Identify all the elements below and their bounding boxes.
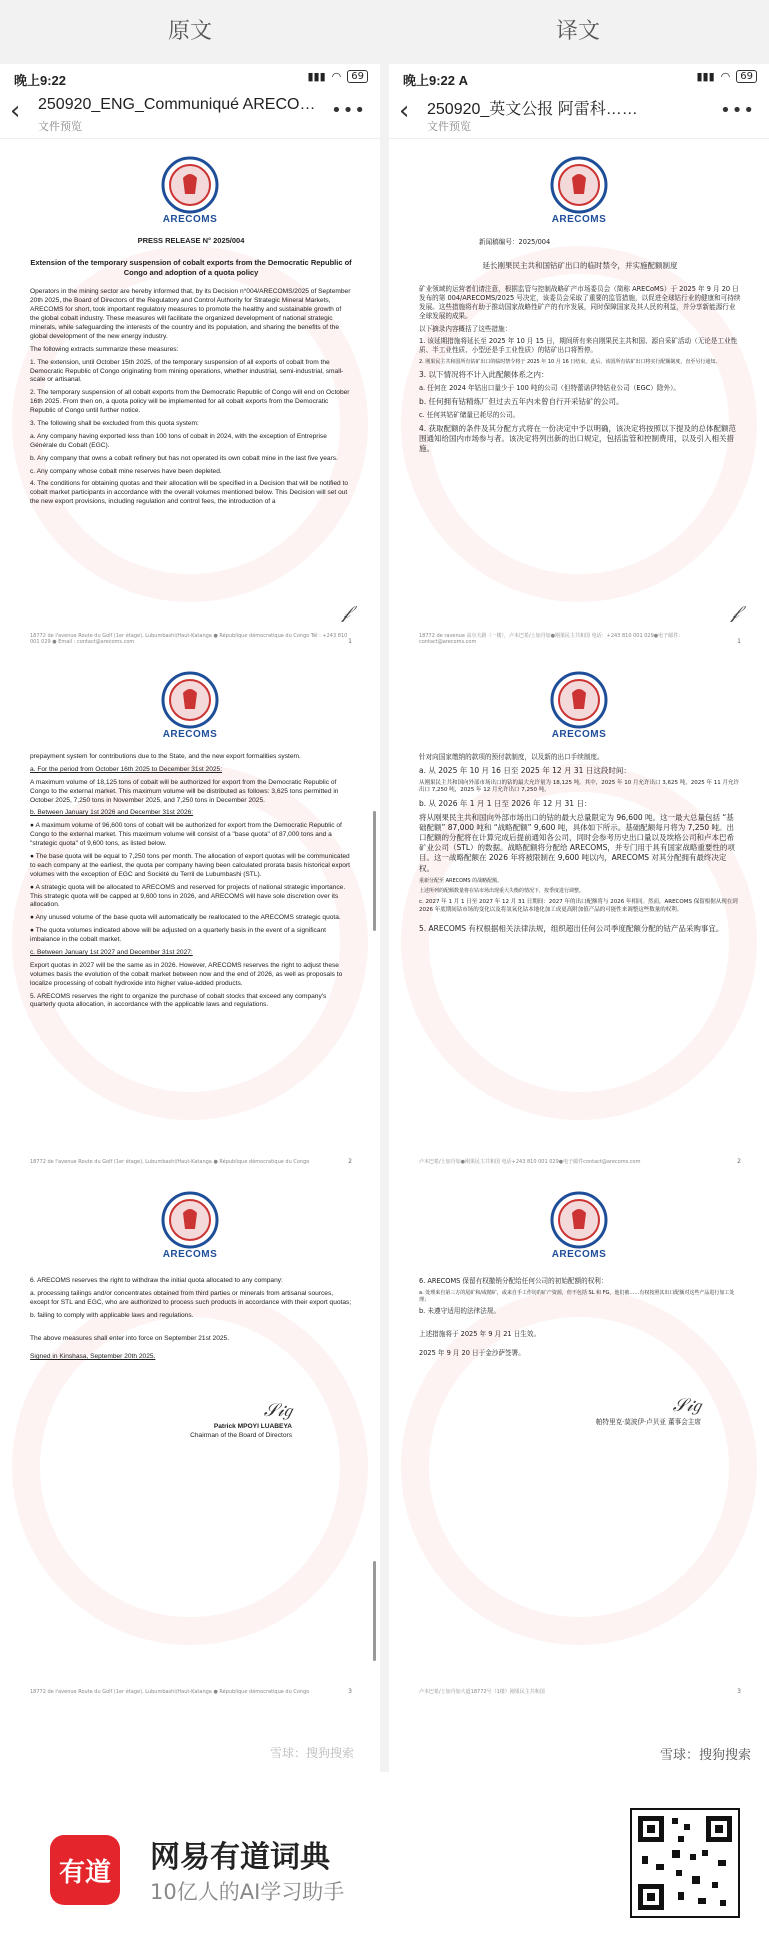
more-options-icon[interactable]: ••• — [720, 100, 755, 121]
bullet-b5: 上述所列的配额数量将在钴市场出现重大失衡的情况下，按季度进行调整。 — [419, 888, 585, 895]
item-3: 3. The following shall be excluded from this quota system: — [30, 419, 199, 427]
document-page-2 — [389, 661, 769, 1171]
signed-line: 2025 年 9 月 20 日于金沙萨签署。 — [419, 1349, 525, 1358]
youdao-logo: 有道 — [50, 1835, 120, 1905]
document-page-3 — [389, 1181, 769, 1701]
period-a-text: 从刚果民主共和国向外部市场出口的钴的最大允许量为 18,125 吨。其中，2025 年 10 月允许出口 3,625 吨，2025 年 11 月允许出口 7,250 吨，2025 年 12 月允许出口 7,250 吨。 — [419, 780, 739, 794]
bullet-b4: ● Any unused volume of the base quota will automatically be reallocated to the ARECOMS strategic quota. — [30, 914, 341, 922]
item-3a: a. 任何在 2024 年钴出口量少于 100 吨的公司（但特蕾诺伊特钴业公司（EGC）除外）。 — [419, 384, 680, 393]
intro-paragraph: 矿业领域的运营者们请注意，根据监管与控制战略矿产市场委员会（简称 ARECoMS）于 2025 年 9 月 20 日发布的第 004/ARECOMS/2025 号决定，该委员会采取了重要的监管措施，以促进全球钴行业的健康和可持续发展。这些措施将有助于推动国家战略性矿产的有序发展，同时保障国家及其人民的利益，并分享新能源行业全球发展的成果。 — [419, 285, 741, 320]
page-number: 2 — [348, 1158, 352, 1165]
status-time: 晚上9:22 A — [403, 73, 469, 88]
wifi-icon: ◠ — [331, 70, 342, 83]
period-a-text: A maximum volume of 18,125 tons of cobalt will be authorized for export from the Democratic Republic of Congo to the external market. This maximum volume will be distributed as follows: 3,625 tons permitted in October 2025, 7,250 tons in November 2025, and 7,250 tons in December 2025. — [30, 778, 339, 804]
page-number: 3 — [737, 1688, 741, 1695]
arecoms-logo — [544, 671, 614, 740]
item-4: 4. 获取配额的条件及其分配方式将在一份决定中予以明确，该决定将按照以下提及的总体配额范围通知给国内市场参与者。该决定将列出新的出口规定，包括监管和控制费用，以及引入相关措施。 — [419, 424, 737, 454]
extracts-line: The following extracts summarize these measures: — [30, 345, 179, 353]
lead-text: prepayment system for contributions due to the State, and the new export formalities system. — [30, 753, 301, 760]
status-icons — [307, 70, 368, 83]
logo-text: ARECOMS — [162, 729, 218, 740]
scrollbar[interactable] — [373, 1561, 376, 1661]
translation-label: 译文 — [556, 19, 601, 44]
document-page-2 — [0, 661, 380, 1171]
youdao-banner — [0, 1772, 769, 1952]
signature: 𝒮𝒾𝑔 — [672, 1395, 701, 1417]
logo-text: ARECOMS — [551, 214, 607, 225]
page-footer: 卢本巴希/上加丹加大道18772号（1楼）刚果民主共和国 — [419, 1689, 545, 1695]
signal-icon: ▮▮▮ — [696, 70, 715, 83]
page-footer: 18772 de l'avenue Route du Golf (1er étage), Lubumbashi/Haut-Katanga ● République démocratique du Congo — [30, 1689, 310, 1695]
youdao-title: 网易有道词典 — [150, 1840, 330, 1875]
item-6a: a. 处理来自第三方的尾矿和/或精矿，或来自手工作坊的矿产资源，但不包括 SL 和 FG，他们被……有权按照其出口配额对这些产品进行加工处理； — [419, 1289, 735, 1303]
logo-text: ARECOMS — [162, 214, 218, 225]
period-c-text: c. 2027 年 1 月 1 日至 2027 年 12 月 31 日期间：2027 年的出口配额将与 2026 年相同。然而，ARECOMS 保留根据从现在到 2026 年底期间钴市场的变化以及将氢氧化钴本地化加工成更高附加值产品的可能性来调整这些数量的权利。 — [419, 899, 738, 913]
item-3b: b. Any company that owns a cobalt refinery but has not operated its own cobalt mine in the last five years. — [30, 454, 338, 462]
item-3b: b. 任何拥有钴精炼厂但过去五年内未曾自行开采钴矿的公司。 — [419, 397, 624, 407]
original-panel — [0, 64, 380, 1772]
item-6b: b. failing to comply with applicable laws and regulations. — [30, 1311, 194, 1319]
back-arrow-icon[interactable]: ‹ — [399, 96, 410, 126]
logo-text: ARECOMS — [551, 729, 607, 740]
period-c-heading: c. Between January 1st 2027 and December 31st 2027: — [30, 949, 193, 957]
status-time: 晚上9:22 — [14, 73, 67, 88]
page-number: 2 — [737, 1158, 741, 1165]
intro-paragraph: Operators in the mining sector are hereby informed that, by its Decision n°004/ARECOMS/2025 of September 20th 2025, the Board of Directors of the Regulatory and Control Authority for Strategic Mineral Markets, ARECOMS for short, took important regulatory measures to promote the healthy and sustainable growth of the global cobalt industry. These measures will facilitate the organized development of national strategic minerals, while safeguarding the interests of the country and its population, and sharing the benefits of the global development of the new energy industry. — [30, 288, 351, 340]
arecoms-logo — [544, 1191, 614, 1260]
page-number: 1 — [348, 638, 352, 645]
arecoms-logo — [155, 671, 225, 740]
back-arrow-icon[interactable]: ‹ — [10, 96, 21, 126]
arecoms-logo — [544, 156, 614, 225]
heading: Extension of the temporary suspension of cobalt exports from the Democratic Republic of Congo and adoption of a quota policy — [30, 258, 352, 278]
page-footer: 卢本巴希/上加丹加●刚果民主共和国 电话+243 810 001 029●电子邮件contact@arecoms.com — [419, 1159, 641, 1165]
original-label: 原文 — [168, 19, 213, 44]
item-2: 2. The temporary suspension of all cobalt exports from the Democratic Republic of Congo will end on October 16th 2025. From then on, a quota policy will be implemented for all cobalt exports from the Democratic Republic of Congo until further notice. — [30, 389, 350, 415]
period-b-text: 将从刚果民主共和国向外部市场出口的钴的最大总量限定为 96,600 吨。这一最大总量包括 “基础配额” 87,000 吨和 “战略配额” 9,600 吨，具体如下所示。基础配额每月将为 7,250 吨。出口配额的分配将在计算完成后提前通知各公司，同时会参考历史出口量以及埃格公司和卢本巴希矿业公司（STL）的数据。战略配额将分配给 ARECOMS，并专门用于具有国家战略重要性的项目。这一战略配额在 2026 年将被限制在 9,600 吨以内，ARECOMS 对其分配拥有最终决定权。 — [419, 812, 735, 873]
item-2: 2. 刚果民主共和国所有钴矿出口的临时禁令将于 2025 年 10 月 16 日结束。此后，该国所有钴矿出口将实行配额制度，直至另行通知。 — [419, 359, 721, 366]
item-3: 3. 以下情况将不计入此配额体系之内： — [419, 370, 549, 379]
status-icons — [696, 70, 757, 83]
column-labels — [0, 0, 769, 60]
item-5: 5. ARECOMS reserves the right to organize the purchase of cobalt stocks that exceed any company's quarterly quota allocation, in accordance with the applicable laws and regulations. — [30, 992, 327, 1009]
page-footer: 18772 de ravenue 高尔夫路（一楼），卢本巴希/上加丹加●刚果民主共和国 电话：+243 810 001 029●电子邮件：contact@arecoms.com — [419, 633, 684, 645]
item-4: 4. The conditions for obtaining quotas and their allocation will be specified in a Decision that will be notified to cobalt market participants in accordance with the overall volumes mentioned below. This Decision will set out the new export provisions, including regulation and control fees, the introduction of a — [30, 480, 349, 506]
item-1: 1. 该延期措施将延长至 2025 年 10 月 15 日，期间所有来自刚果民主共和国、源自采矿活动（无论是工业性质、半工业性质、小型还是手工业性质）的钴矿出口将暂停。 — [419, 337, 738, 355]
app-bar — [389, 92, 769, 139]
item-6a: a. processing tailings and/or concentrates obtained from third parties or minerals from artisanal sources, except for STL and EGC, who are authorized to process such products in accordance with their export quotas; — [30, 1289, 352, 1306]
logo-text: ARECOMS — [551, 1249, 607, 1260]
item-1: 1. The extension, until October 15th 2025, of the temporary suspension of all exports of cobalt from the Democratic Republic of Congo originating from mining operations, whether industrial, semi-industrial, small-scale or artisanal. — [30, 358, 344, 384]
initials-mark: 𝒻 — [730, 602, 739, 623]
item-3a: a. Any company having exported less than 100 tons of cobalt in 2024, with the exception of Entreprise Générale du Cobalt (EGC). — [30, 432, 327, 449]
effective-date: The above measures shall enter into force on September 21st 2025. — [30, 1334, 230, 1342]
file-subtitle: 文件预览 — [38, 120, 82, 133]
bullet-b5: ● The quota volumes indicated above will be adjusted on a quarterly basis in the event of a significant imbalance in the cobalt market. — [30, 927, 326, 944]
period-c-text: Export quotas in 2027 will be the same as in 2026. However, ARECOMS reserves the right to adjust these volumes basis the evolution of the cobalt market between now and the end of 2026, as well as proposals to localize processing of cobalt hydroxide into higher value-added products. — [30, 961, 343, 987]
qr-code-image — [632, 1810, 738, 1916]
translation-panel — [389, 64, 769, 1772]
period-b-heading: b. Between January 1st 2026 and December 31st 2026: — [30, 809, 194, 817]
item-3c: c. 任何其钴矿储量已耗尽的公司。 — [419, 411, 520, 420]
wifi-icon: ◠ — [720, 70, 731, 83]
file-subtitle: 文件预览 — [427, 120, 471, 133]
signer-title: Chairman of the Board of Directors — [190, 1431, 292, 1439]
period-a-heading: a. For the period from October 16th 2025 to December 31st 2025: — [30, 765, 223, 773]
signer-name: 帕特里克·莫波伊·卢贝亚 董事会主席 — [595, 1418, 701, 1427]
arecoms-logo — [155, 1191, 225, 1260]
credit-right: 雪球：搜狗搜索 — [660, 1748, 752, 1763]
signature: 𝒮𝒾𝑔 — [263, 1400, 292, 1421]
bullet-b2: ● The base quota will be equal to 7,250 tons per month. The allocation of export quotas will be communicated to each company at the earliest, the quota per company having been calculated prorata basis historical export volumes with the exception of EGC and Société du Terril de Lubumbashi (STL). — [30, 853, 350, 878]
signal-icon: ▮▮▮ — [307, 70, 326, 83]
bullet-b3: ● A strategic quota will be allocated to ARECOMS and reserved for projects of national strategic importance. This strategic quota will be capped at 9,600 tons in 2026, and ARECOMS will have sole discretion over its allocation. — [30, 883, 346, 909]
bullet-b4: 重新分配至 ARECOMS 的战略配额。 — [419, 877, 503, 884]
effective-date: 上述措施将于 2025 年 9 月 21 日生效。 — [419, 1330, 541, 1339]
item-5: 5. ARECOMS 有权根据相关法律法规，组织超出任何公司季度配额分配的钴产品采购事宜。 — [419, 924, 724, 934]
signed-line: Signed in Kinshasa, September 20th 2025. — [30, 1353, 156, 1361]
more-options-icon[interactable]: ••• — [331, 100, 366, 121]
period-a-heading: a. 从 2025 年 10 月 16 日至 2025 年 12 月 31 日这段时间： — [419, 765, 631, 775]
document-page-3 — [0, 1181, 380, 1701]
page-footer: 18772 de l'avenue Route du Golf (1er étage), Lubumbashi/Haut-Katanga ● République démocratique du Congo — [30, 1159, 310, 1165]
page-number: 3 — [348, 1688, 352, 1695]
youdao-subtitle: 10亿人的AI学习助手 — [150, 1880, 345, 1904]
battery-icon: 69 — [347, 70, 368, 83]
status-bar — [0, 64, 380, 90]
item-6: 6. ARECOMS 保留有权撤销分配给任何公司的初始配额的权利： — [419, 1277, 608, 1285]
file-title: 250920_英文公报 阿雷科…… — [427, 101, 638, 118]
app-bar — [0, 92, 380, 139]
qr-code — [630, 1808, 740, 1918]
page-footer: 18772 de l'avenue Route du Golf (1er étage), Lubumbashi/Haut-Katanga ● République démocratique du Congo Tél : +243 810 001 029 ● Email : contact@arecoms.com — [30, 633, 348, 645]
item-6: 6. ARECOMS reserves the right to withdraw the initial quota allocated to any company: — [30, 1277, 283, 1284]
heading: 延长刚果民主共和国钴矿出口的临时禁令，并实施配额制度 — [482, 260, 678, 270]
extracts-line: 以下摘录内容概括了这些措施： — [419, 324, 512, 333]
signer-name: Patrick MPOYI LUABEYA — [213, 1422, 292, 1430]
item-3c: c. Any company whose cobalt mine reserves have been depleted. — [30, 467, 222, 475]
press-release-number: PRESS RELEASE N° 2025/004 — [137, 236, 245, 245]
bullet-b1: ● A maximum volume of 96,600 tons of cobalt will be authorized for export from the Democratic Republic of Congo to the external market. This maximum volume will consist of a "base quota" of 87,000 tons and a "strategic quota" of 9,600 tons, as listed below. — [30, 822, 342, 848]
period-b-heading: b. 从 2026 年 1 月 1 日至 2026 年 12 月 31 日： — [419, 798, 592, 808]
document-page-1 — [389, 146, 769, 651]
file-title: 250920_ENG_Communiqué ARECO… — [38, 96, 316, 113]
arecoms-logo — [155, 156, 225, 225]
credit-left: 雪球：搜狗搜索 — [270, 1746, 355, 1760]
scrollbar[interactable] — [373, 811, 376, 931]
status-bar — [389, 64, 769, 90]
lead-text: 针对向国家缴纳的款项的预付款制度，以及新的出口手续制度。 — [419, 753, 604, 761]
press-release-number: 新闻稿编号：2025/004 — [479, 238, 551, 246]
battery-icon: 69 — [736, 70, 757, 83]
logo-text: ARECOMS — [162, 1249, 218, 1260]
initials-mark: 𝒻 — [341, 602, 350, 623]
item-6b: b. 未遵守适用的法律法规。 — [419, 1307, 500, 1316]
page-number: 1 — [737, 638, 741, 645]
document-page-1 — [0, 146, 380, 651]
